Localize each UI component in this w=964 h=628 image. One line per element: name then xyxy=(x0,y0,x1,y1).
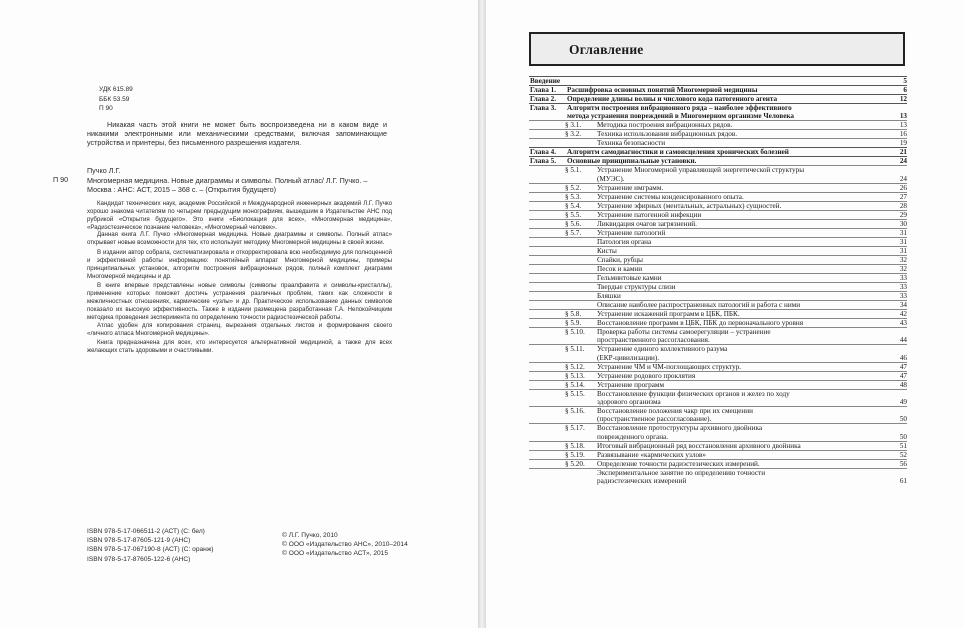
toc-page-number: 61 xyxy=(899,477,907,486)
toc-page-number: 32 xyxy=(899,255,907,264)
toc-title-line: Техника использования вибрационных рядов. xyxy=(597,130,738,139)
toc-row xyxy=(529,264,907,273)
toc-row xyxy=(529,246,907,255)
toc-title-line: Устранение ЧМ и ЧМ-поглощающих структур. xyxy=(597,362,742,371)
toc-title-line: Ликвидация очагов загрязнений. xyxy=(597,219,697,228)
toc-row xyxy=(529,344,907,362)
toc-page-number: 51 xyxy=(899,441,907,450)
toc-row xyxy=(529,156,907,165)
toc-entry-number: § 5.7. xyxy=(565,228,582,237)
toc-title-line: Устранение эфирных (ментальных, астральных) сущностей. xyxy=(597,201,782,210)
toc-entry-number: § 5.20. xyxy=(565,459,585,468)
toc-title-line: поврежденного органа. xyxy=(597,432,669,441)
toc-entry-number: § 5.3. xyxy=(565,192,582,201)
toc-entry-number: § 5.15. xyxy=(565,389,585,398)
toc-page-number: 43 xyxy=(899,318,907,327)
toc-page-number: 6 xyxy=(903,86,907,94)
toc-row xyxy=(529,362,907,371)
toc-row xyxy=(529,147,907,156)
toc-page-number: 48 xyxy=(899,380,907,389)
toc-entry-title xyxy=(597,407,899,424)
bbk-code: ББК 53.59 xyxy=(99,95,130,103)
toc-title-line: Бляшки xyxy=(597,291,621,300)
toc-page-number: 49 xyxy=(899,397,907,406)
toc-title-line: Алгоритм самодиагностики и самоисцеления хронических болезней xyxy=(567,148,789,157)
toc-title: Оглавление xyxy=(569,42,644,57)
toc-row xyxy=(529,255,907,264)
toc-title-line: Устранение единого коллективного разума xyxy=(597,345,728,354)
toc-row xyxy=(529,228,907,237)
toc-entry-title xyxy=(597,328,899,345)
toc-entry-number: § 5.17. xyxy=(565,424,585,433)
abstract-paragraph: Данная книга Л.Г. Пучко «Многомерная медицина. Новые диаграммы и символы. Полный атлас» открывает новые возможности для тех, кто использует методику Многомерной медицины в своей жизни. xyxy=(87,231,392,247)
toc-page-number: 12 xyxy=(899,95,907,103)
toc-entry-number: § 5.4. xyxy=(565,201,582,210)
toc-row xyxy=(529,291,907,300)
toc-row xyxy=(529,219,907,228)
toc-entry-number: § 5.13. xyxy=(565,371,585,380)
toc-page-number: 5 xyxy=(903,77,907,85)
toc-title-line: Гельминтовые камни xyxy=(597,273,662,282)
toc-entry-number: § 5.10. xyxy=(565,327,585,336)
isbn-line: ISBN 978-5-17-87605-121-9 (АНС) xyxy=(87,537,191,545)
toc-entry-number: § 5.6. xyxy=(565,219,582,228)
toc-row xyxy=(529,192,907,201)
toc-title-line: Проверка работы системы самоерегуляции – устранение xyxy=(597,327,771,336)
toc-title-line: радиэстезических измерений xyxy=(597,477,687,486)
toc-entry-number: § 5.1. xyxy=(565,166,582,175)
toc-title-line: метода устранения повреждений в Многомерном организме Человека xyxy=(567,112,795,121)
toc-entry-title xyxy=(597,345,899,362)
toc-entry-title xyxy=(597,469,899,486)
toc-page-number: 31 xyxy=(899,246,907,255)
toc-title-line: Устранение системы конденсированного опыта. xyxy=(597,192,744,201)
toc-row xyxy=(529,282,907,291)
toc-title-line: Развязывание «кармических узлов» xyxy=(597,450,707,459)
toc-row xyxy=(529,201,907,210)
abstract-paragraph: Книга предназначена для всех, кто интересуется альтернативной медициной, а также для всех желающих стать здоровыми и счастливыми. xyxy=(87,339,392,355)
toc-title-line: Кисты xyxy=(597,246,617,255)
toc-row xyxy=(529,300,907,309)
rights-notice: Никакая часть этой книги не может быть воспроизведена ни в каком виде и никакими электронными или механическими средствами, включая запоминающие устройства и принтеры, без письменного разрешения издателя. xyxy=(87,120,387,147)
toc-page-number: 24 xyxy=(899,157,907,166)
copyright-line: © ООО «Издательство АНС», 2010–2014 xyxy=(282,541,408,549)
toc-entry-number: Глава 4. xyxy=(530,148,557,157)
bibliographic-record: Многомерная медицина. Новые диаграммы и символы. Полный атлас/ Л.Г. Пучко. – Москва : АНС: АСТ, 2015 – 368 с. – (Открытия будущего) xyxy=(87,176,368,194)
toc-row xyxy=(529,309,907,318)
toc-entry-title xyxy=(567,104,899,121)
toc-row xyxy=(529,450,907,459)
toc-title-line: Устранение программ xyxy=(597,380,665,389)
abstract-paragraph: В книге впервые представлены новые символы (символы праалфавита и символы-кристаллы), применение которых поможет достичь устранения различных проблем, таких как сложности в межличностных отношениях, кармические «узлы» и др. Практическое использование данных символов показало их высокую эффективность. Также в издании размещена разработанная Г.А. Непокойчицким методика проведения эксперимента по определению точности радиэстезической работы. xyxy=(87,282,392,321)
abstract-paragraph: Атлас удобен для копирования страниц, вырезания отдельных листов и формирования своего «личного атласа Многомерной медицины». xyxy=(87,321,392,337)
toc-title-line: Спайки, рубцы xyxy=(597,255,643,264)
toc-entry-number: Глава 3. xyxy=(530,104,557,112)
toc-page-number: 44 xyxy=(899,336,907,345)
isbn-line: ISBN 978-5-17-067190-8 (АСТ) (С: оранж) xyxy=(87,546,214,554)
toc-page-number: 13 xyxy=(899,121,907,130)
toc-entry-title xyxy=(597,390,899,407)
toc-title-line: Устранение имграмм. xyxy=(597,183,664,192)
isbn-line: ISBN 978-5-17-87605-122-6 (АНС) xyxy=(87,555,191,563)
toc-page-number: 27 xyxy=(899,192,907,201)
toc-entry-number: § 5.2. xyxy=(565,183,582,192)
toc-row xyxy=(529,129,907,138)
toc-row xyxy=(529,237,907,246)
udk-code: УДК 615.89 xyxy=(99,86,133,93)
toc-title-line: пространственного рассогласования. xyxy=(597,336,710,345)
toc-page-number: 30 xyxy=(899,219,907,228)
toc-page-number: 33 xyxy=(899,282,907,291)
toc-page-number: 24 xyxy=(899,174,907,183)
toc-title-line: Песок и камни xyxy=(597,264,643,273)
toc-row xyxy=(529,120,907,129)
toc-page-number: 28 xyxy=(899,201,907,210)
toc-entry-number: Глава 5. xyxy=(530,157,557,166)
author-mark: П 90 xyxy=(99,105,113,112)
toc-page-number: 52 xyxy=(899,450,907,459)
toc-row xyxy=(529,371,907,380)
toc-title-line: Восстановление протоструктуры архивного двойника xyxy=(597,424,763,433)
toc-page-number: 46 xyxy=(899,353,907,362)
toc-row xyxy=(529,423,907,441)
toc-row xyxy=(529,165,907,183)
toc-row xyxy=(529,459,907,468)
toc-page-number: 33 xyxy=(899,273,907,282)
toc-entry-title xyxy=(597,166,899,183)
abstract-paragraph: В издании автор собрала, систематизировала и откорректировала всю необходимую для полноценной и эффективной работы информацию: понятийный аппарат Многомерной медицины, примеры принципиальных установок, алгоритм построения вибрационных рядов, полный комплект диаграмм Многомерной медицины и др. xyxy=(87,249,392,280)
toc-title-line: Устранение Многомерной управляющей энергетической структуры xyxy=(597,166,805,175)
toc-row xyxy=(529,406,907,424)
toc-entry-number: § 3.1. xyxy=(565,121,582,130)
toc-page-number: 50 xyxy=(899,432,907,441)
toc-entry-number: § 5.14. xyxy=(565,380,585,389)
toc-title-line: здорового организма xyxy=(597,398,661,406)
toc-row xyxy=(529,94,907,103)
abstract-paragraph: Кандидат технических наук, академик Российской и Международной инженерных академий Л.Г. Пучко хорошо знакома читателям по четырем предыдущим монографиям, вышедшим в Издательстве АНС под рубрикой «Открытия будущего». Это книги «Биолокация для всех», «Многомерная медицина», «Радиэстезическое познание человека», «Многомерный человек». xyxy=(87,200,392,231)
toc-row xyxy=(529,380,907,389)
toc-row xyxy=(529,183,907,192)
toc-title-line: Патология органа xyxy=(597,237,652,246)
toc-row xyxy=(529,210,907,219)
toc-page-number: 33 xyxy=(899,291,907,300)
toc-page-number: 47 xyxy=(899,362,907,371)
toc-title-line: Восстановление функции физических органов и желез по ходу xyxy=(597,389,790,398)
isbn-line: ISBN 978-5-17-066511-2 (АСТ) (С: бел) xyxy=(87,528,205,535)
toc-title-line: Восстановление положения чакр при их смещении xyxy=(597,407,753,415)
toc-title-line: (ЕКР-цивилизации). xyxy=(597,353,660,362)
toc-title-line: (пространственное рассогласование). xyxy=(597,415,712,424)
toc-entry-number: § 5.8. xyxy=(565,309,582,318)
toc-title-line: Методика построения вибрационных рядов. xyxy=(597,121,733,130)
toc-title-line: Расшифровка основных понятий Многомерной медицины xyxy=(567,86,758,94)
toc-row xyxy=(529,85,907,94)
toc-title-line: Алгоритм построения вибрационного ряда – наиболее эффективного xyxy=(567,104,792,112)
toc-title-line: Определение точности радиэстезических измерений. xyxy=(597,459,760,468)
toc-row xyxy=(529,441,907,450)
toc-row xyxy=(529,103,907,121)
toc-entry-number: § 5.9. xyxy=(565,318,582,327)
toc-entry-number: § 5.12. xyxy=(565,362,585,371)
toc-title-line: Устранение искажений программ в ЦБК, ПБК. xyxy=(597,309,740,318)
toc-entry-number: Глава 2. xyxy=(530,95,557,103)
toc-page-number: 50 xyxy=(899,415,907,424)
toc-row xyxy=(529,318,907,327)
toc-title-line: Описание наиболее распространенных патологий и работа с ними xyxy=(597,300,801,309)
toc-page-number: 31 xyxy=(899,228,907,237)
toc-entry-number: Глава 1. xyxy=(530,86,557,94)
toc-title-line: Твердые структуры слизи xyxy=(597,282,676,291)
toc-page-number: 29 xyxy=(899,210,907,219)
toc-entry-number: § 5.5. xyxy=(565,210,582,219)
toc-entry-number: § 5.16. xyxy=(565,407,585,415)
toc-page-number: 21 xyxy=(899,148,907,157)
author-name: Пучко Л.Г. xyxy=(87,166,121,175)
toc-row xyxy=(529,468,907,486)
toc-page-number: 31 xyxy=(899,237,907,246)
toc-page-number: 56 xyxy=(899,459,907,468)
toc-title-line: (МУЭС). xyxy=(597,174,625,183)
toc-entry-title xyxy=(597,424,899,441)
toc-entry-number: § 5.18. xyxy=(565,441,585,450)
toc-entry-number: § 5.19. xyxy=(565,450,585,459)
toc-page-number: 42 xyxy=(899,309,907,318)
copyright-line: © ООО «Издательство АСТ», 2015 xyxy=(282,550,389,558)
toc-title-line: Определение длины волны и числового кода патогенного агента xyxy=(567,95,778,103)
toc-entry-number: § 3.2. xyxy=(565,130,582,139)
toc-page-number: 19 xyxy=(899,139,907,148)
toc-page-number: 13 xyxy=(899,112,907,121)
toc-entry-number: § 5.11. xyxy=(565,345,585,354)
toc-page-number: 32 xyxy=(899,264,907,273)
toc-title-line: Устранение родового проклятия xyxy=(597,371,696,380)
side-code: П 90 xyxy=(53,175,69,184)
toc-title-line: Итоговый вибрационный ряд восстановления архивного двойника xyxy=(597,441,801,450)
toc-row xyxy=(529,76,907,85)
copyright-line: © Л.Г. Пучко, 2010 xyxy=(282,532,338,539)
toc-row xyxy=(529,273,907,282)
toc-page-number: 47 xyxy=(899,371,907,380)
toc-title-line: Техника безопасности xyxy=(597,139,666,148)
toc-page-number: 34 xyxy=(899,300,907,309)
toc-row xyxy=(529,389,907,407)
toc-title-line: Экспериментальное занятие по определению точности xyxy=(597,468,766,477)
toc-entry-number: Введение xyxy=(530,77,561,85)
toc-page-number: 26 xyxy=(899,183,907,192)
toc-title-line: Восстановление программ в ЦБК, ПБК до первоначального уровня xyxy=(597,318,804,327)
toc-page-number: 16 xyxy=(899,130,907,139)
toc-title-line: Устранение патологий xyxy=(597,228,666,237)
toc-title-line: Основные принципиальные установки. xyxy=(567,157,697,166)
toc-title-line: Устранение патогенной инфекции xyxy=(597,210,702,219)
toc-row xyxy=(529,138,907,147)
toc-row xyxy=(529,327,907,345)
